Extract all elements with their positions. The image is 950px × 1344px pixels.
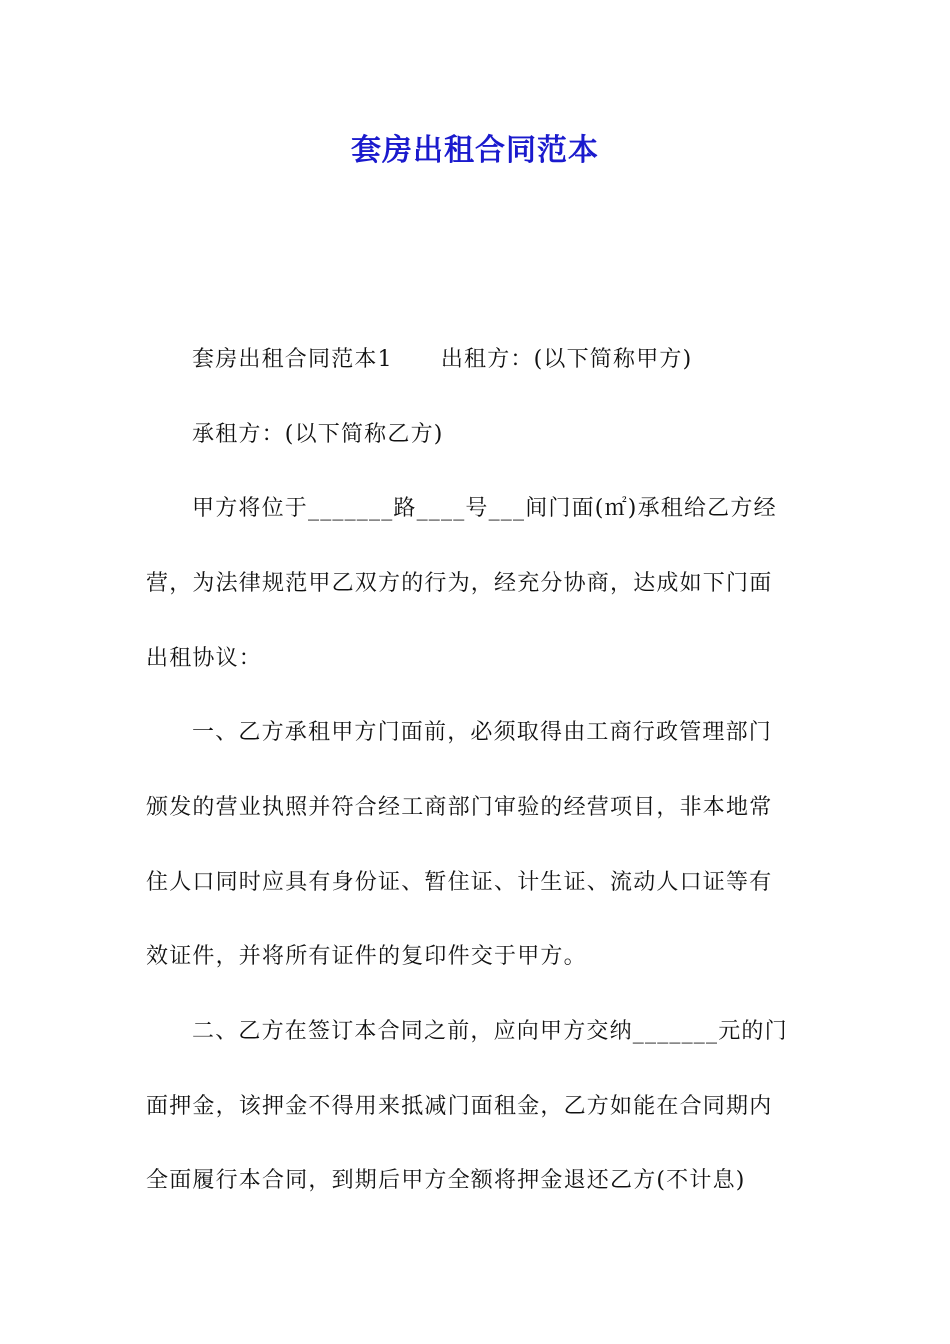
paragraph-line: 甲方将位于_______路____号___间门面(㎡)承租给乙方经: [192, 496, 777, 521]
lessor-label: 出租方：(以下简称甲方): [440, 347, 693, 372]
clause-2-line: 二、乙方在签订本合同之前，应向甲方交纳_______元的门: [192, 1019, 788, 1044]
document-title: 套房出租合同范本: [351, 133, 599, 168]
lessee-label: 承租方：(以下简称乙方): [192, 422, 444, 447]
clause-2-line: 面押金，该押金不得用来抵减门面租金，乙方如能在合同期内: [146, 1094, 773, 1119]
paragraph-line: 营，为法律规范甲乙双方的行为，经充分协商，达成如下门面: [146, 571, 773, 596]
section-heading: 套房出租合同范本1: [192, 347, 393, 372]
clause-1-line: 一、乙方承租甲方门面前，必须取得由工商行政管理部门: [192, 720, 773, 745]
paragraph-line: 出租协议：: [146, 646, 263, 671]
paragraph-line: [192, 343, 692, 377]
clause-1-line: 颁发的营业执照并符合经工商部门审验的经营项目，非本地常: [146, 795, 773, 820]
clause-1-line: 住人口同时应具有身份证、暂住证、计生证、流动人口证等有: [146, 870, 773, 895]
clause-2-line: 全面履行本合同，到期后甲方全额将押金退还乙方(不计息): [146, 1168, 746, 1193]
clause-1-line: 效证件，并将所有证件的复印件交于甲方。: [146, 944, 587, 969]
